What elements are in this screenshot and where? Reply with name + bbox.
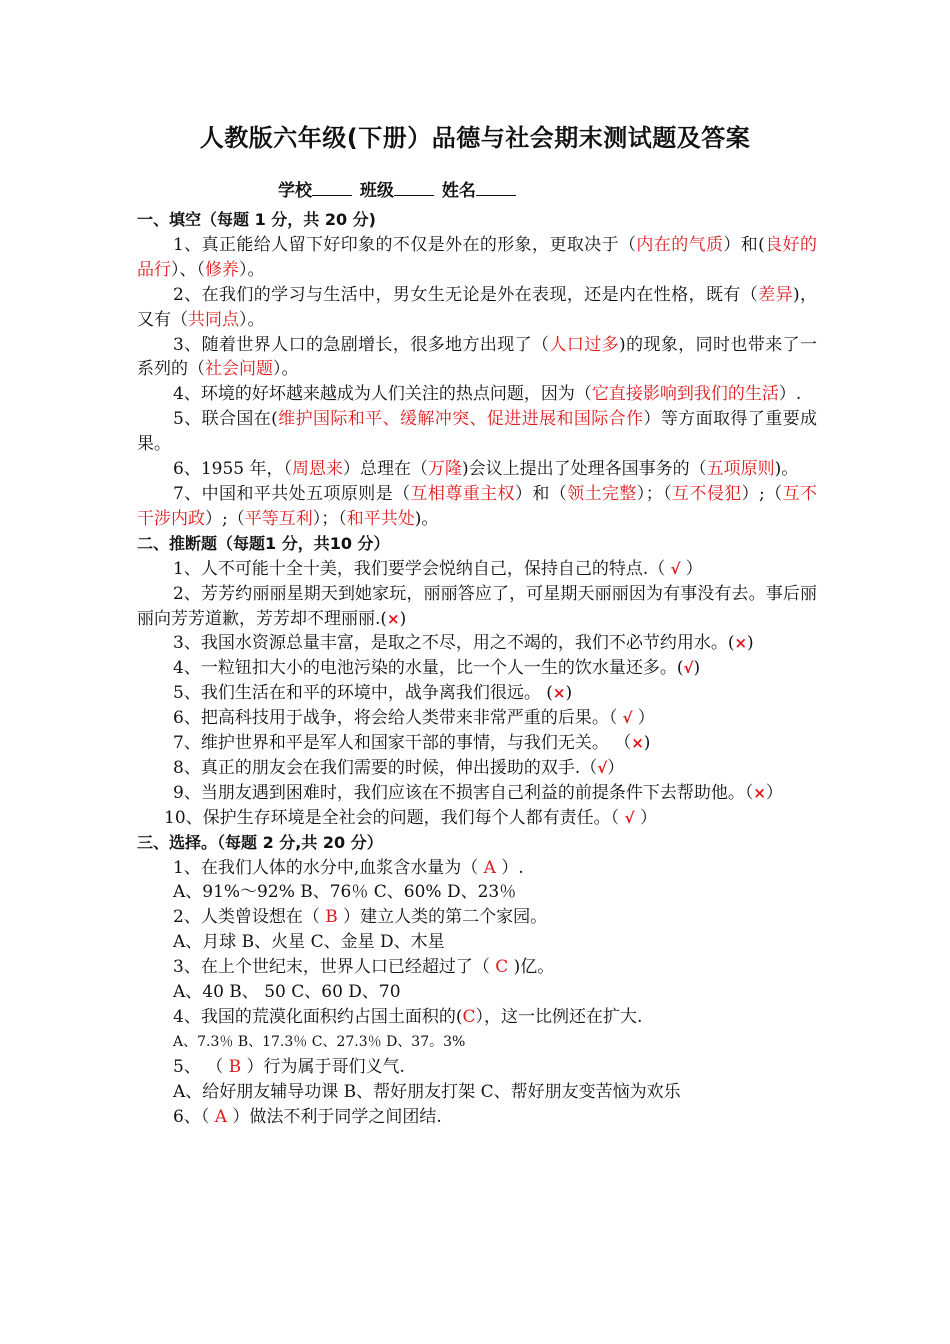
question-text: ) [565, 683, 573, 704]
question-text: 2、在我们的学习与生活中，男女生无论是外在表现，还是内在性格，既有（ [173, 284, 759, 305]
question-text: )，又有（ [137, 284, 817, 330]
judge-question-4 [137, 656, 817, 681]
question-text: ）做法不利于同学之间团结. [227, 1106, 442, 1127]
question-text: ） [637, 708, 655, 729]
check-mark-icon: √ [617, 709, 638, 728]
question-text: 4、环境的好坏越来越成为人们关注的热点问题，因为（ [173, 384, 592, 405]
question-text: ）、（ [171, 259, 205, 280]
check-mark-icon: √ [597, 758, 608, 777]
choice-options-3: A、40 B、 50 C、60 D、70 [173, 982, 401, 1003]
question-text: 4、我国的荒漠化面积约占国土面积的( [173, 1007, 463, 1027]
choice-question-5 [137, 1055, 817, 1080]
name-blank[interactable] [476, 181, 516, 196]
choice-options-5: A、给好朋友辅导功课 B、帮好朋友打架 C、帮好朋友变苦恼为欢乐 [173, 1081, 681, 1102]
question-text: 5、 （ [173, 1056, 229, 1077]
fill-question-2 [137, 283, 817, 333]
cross-mark-icon: × [552, 684, 566, 703]
question-text: 2、芳芳约丽丽星期天到她家玩，丽丽答应了，可星期天丽丽因为有事没有去。事后丽丽向芳芳道歉，芳芳却不理丽丽.( [137, 583, 817, 629]
name-label: 姓名 [441, 181, 476, 201]
cross-mark-icon: × [631, 734, 644, 753]
cross-mark-icon: × [734, 634, 748, 653]
fill-question-5 [137, 407, 817, 457]
question-text: 8、真正的朋友会在我们需要的时候，伸出援助的双手.（ [173, 757, 598, 778]
cross-mark-icon: × [753, 783, 766, 802]
choice-options-2: A、月球 B、火星 C、金星 D、木星 [173, 932, 445, 953]
judge-question-8 [137, 756, 817, 781]
answer: 互相尊重主权 [410, 483, 515, 504]
document-body [137, 208, 817, 1130]
question-text: )。 [414, 508, 439, 529]
question-text: )的现象，同时也带来了一系列的（ [137, 334, 817, 380]
question-text: 3、随着世界人口的急剧增长，很多地方出现了（ [173, 334, 550, 355]
judge-question-5 [137, 681, 817, 706]
answer: 内在的气质 [636, 234, 724, 255]
question-text: 7、中国和平共处五项原则是（ [173, 483, 411, 504]
document-title: 人教版六年级(下册）品德与社会期末测试题及答案 [199, 124, 751, 152]
judge-question-7 [137, 731, 817, 756]
question-text: 5、联合国在( [173, 409, 278, 430]
question-text: 1、在我们人体的水分中,血浆含水量为（ [173, 857, 484, 878]
check-mark-icon: √ [683, 659, 694, 678]
question-text: )会议上提出了处理各国事务的（ [461, 459, 707, 480]
choice-options-4: A、7.3％ B、17.3％ C、27.3％ D、37。3% [173, 1033, 466, 1050]
question-text: ），这一比例还在扩大. [475, 1007, 643, 1027]
section-1-heading: 一、填空（每题 1 分，共 20 分) [137, 210, 376, 229]
class-label: 班级 [359, 181, 394, 201]
answer: 修养 [205, 259, 239, 280]
fill-question-6 [137, 457, 817, 482]
fill-question-3 [137, 333, 817, 383]
question-text: ）;（ [205, 508, 245, 529]
question-text: 1、真正能给人留下好印象的不仅是外在的形象，更取决于（ [173, 234, 637, 255]
fill-question-7 [137, 482, 817, 532]
judge-question-3 [137, 631, 817, 656]
answer: 人口过多 [549, 334, 620, 355]
school-blank[interactable] [312, 181, 352, 196]
choice-question-6 [137, 1105, 817, 1130]
question-text: ）行为属于哥们义气. [241, 1056, 405, 1077]
answer: 社会问题 [205, 359, 273, 380]
question-text: ）;（ [741, 483, 783, 504]
answer: 和平共处 [346, 508, 415, 529]
question-text: ）. [778, 384, 802, 405]
answer: 互不干涉内政 [137, 483, 817, 529]
choice-question-1 [137, 856, 817, 881]
question-text: ）和( [723, 234, 765, 255]
question-text: ) [747, 633, 754, 654]
judge-question-9 [137, 781, 817, 806]
question-text: 3、我国水资源总量丰富，是取之不尽，用之不竭的，我们不必节约用水。( [173, 633, 735, 654]
answer: A [483, 857, 496, 878]
question-text: 6、1955 年，（ [173, 459, 292, 480]
answer: 维护国际和平、缓解冲突、促进进展和国际合作 [277, 409, 644, 430]
question-text: ） [634, 807, 657, 828]
question-text: ） [685, 558, 703, 579]
question-text: ) [399, 608, 407, 629]
school-label: 学校 [278, 181, 312, 201]
answer: C [462, 1007, 476, 1027]
cross-mark-icon: × [387, 609, 400, 628]
student-info-line [278, 176, 518, 201]
judge-question-6 [137, 706, 817, 731]
judge-question-10 [137, 806, 817, 831]
answer: 差异 [758, 284, 793, 305]
answer: 互不侵犯 [672, 483, 742, 504]
question-text: 10、保护生存环境是全社会的问题，我们每个人都有责任。（ [164, 807, 625, 828]
answer: A [214, 1106, 228, 1127]
answer: 五项原则 [706, 459, 775, 480]
question-text: 3、在上个世纪末，世界人口已经超过了（ [173, 957, 496, 978]
answer: 共同点 [188, 309, 239, 330]
question-text: 1、人不可能十全十美，我们要学会悦纳自己，保持自己的特点.（ [173, 558, 666, 579]
question-text: ）等方面取得了重要成果。 [137, 409, 818, 455]
choice-question-2 [137, 905, 817, 930]
question-text: 7、维护世界和平是军人和国家干部的事情，与我们无关。 （ [173, 733, 632, 754]
check-mark-icon: √ [665, 559, 686, 578]
answer: C [495, 957, 509, 978]
question-text: ）；（ [636, 483, 673, 504]
question-text: ）；（ [312, 508, 347, 529]
answer: 领土完整 [567, 483, 637, 504]
question-text: ）。 [239, 259, 265, 280]
choice-question-4 [137, 1005, 817, 1030]
question-text: ）. [495, 857, 524, 878]
question-text: 6、把高科技用于战争，将会给人类带来非常严重的后果。（ [173, 708, 618, 729]
fill-question-4 [137, 382, 817, 407]
choice-options-1: A、91%～92% B、76％ C、60% D、23％ [173, 882, 517, 903]
question-text: ）建立人类的第二个家园。 [337, 907, 548, 928]
section-3-heading: 三、选择。（每题 2 分,共 20 分） [137, 832, 383, 852]
question-text: 5、我们生活在和平的环境中，战争离我们很远。 ( [173, 683, 553, 704]
question-text: 9、当朋友遇到困难时，我们应该在不损害自己利益的前提条件下去帮助他。（ [173, 782, 754, 803]
answer: B [325, 907, 338, 928]
answer: 良好的品行 [137, 234, 817, 280]
choice-question-3 [137, 955, 817, 980]
question-text: )。 [774, 459, 799, 480]
check-mark-icon: √ [624, 808, 635, 827]
question-text: ) [693, 658, 701, 679]
class-blank[interactable] [394, 181, 434, 196]
question-text: 4、一粒钮扣大小的电池污染的水量，比一个人一生的饮水量还多。( [173, 658, 684, 679]
question-text: ）和（ [514, 483, 568, 504]
question-text: 2、人类曾设想在（ [173, 907, 326, 928]
question-text: ） [765, 782, 783, 803]
answer: 它直接影响到我们的生活 [591, 384, 779, 405]
answer: 周恩来 [291, 459, 343, 480]
fill-question-1 [137, 233, 817, 283]
judge-question-2 [137, 582, 817, 632]
question-text: ） [607, 757, 625, 778]
question-text: ) [643, 733, 651, 754]
section-2-heading: 二、推断题（每题1 分，共10 分） [137, 533, 390, 553]
question-text: ）。 [239, 309, 265, 330]
answer: B [228, 1056, 242, 1077]
answer: 万隆 [427, 459, 462, 480]
answer: 平等互利 [244, 508, 313, 529]
question-text: ）总理在（ [342, 459, 428, 480]
question-text: ）。 [273, 359, 299, 380]
question-text: 6、（ [173, 1106, 215, 1127]
judge-question-1 [137, 557, 817, 582]
question-text: )亿。 [508, 957, 555, 978]
